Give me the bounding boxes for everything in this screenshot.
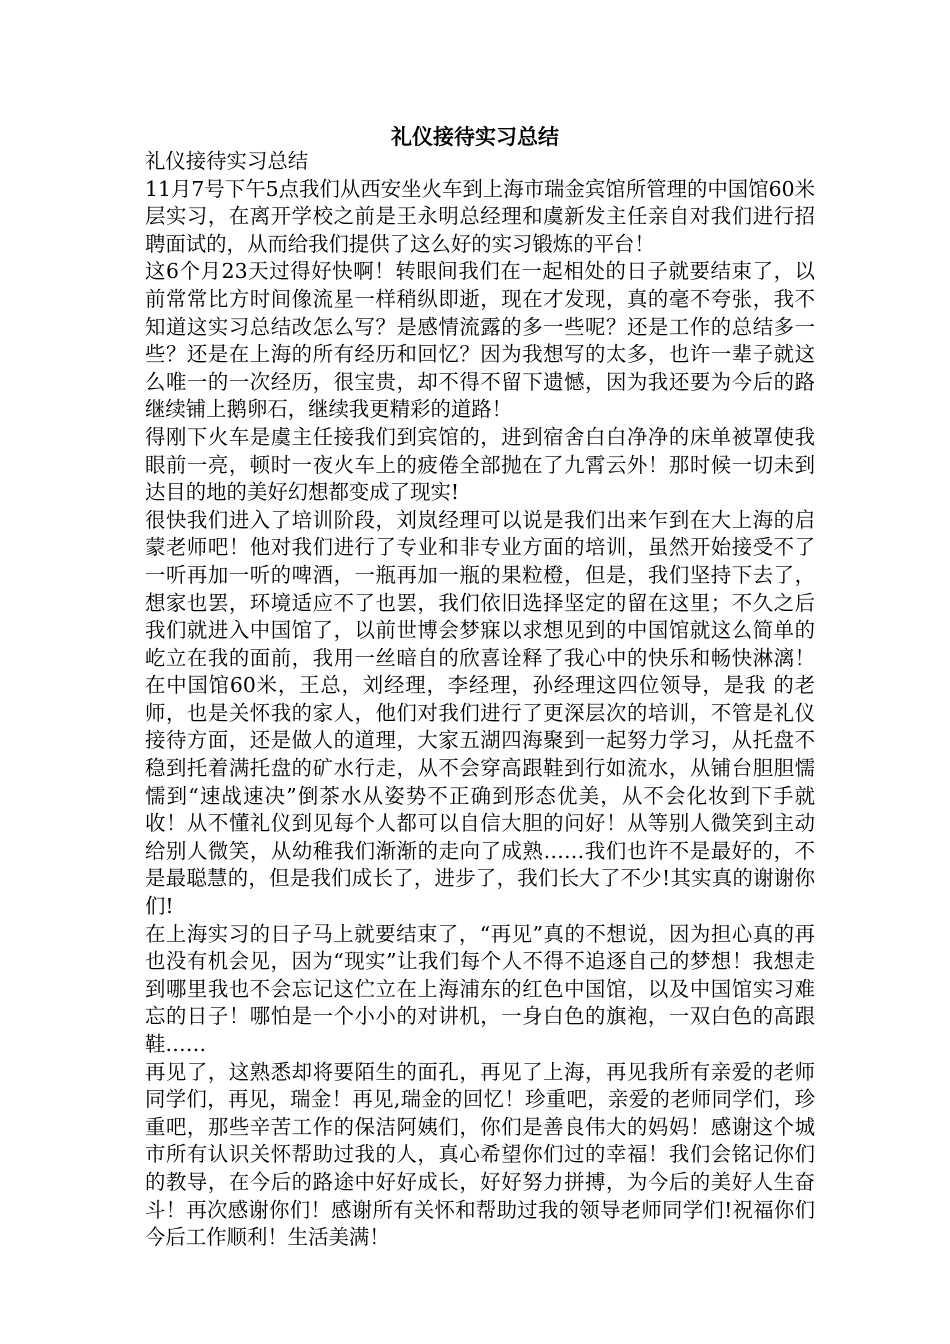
paragraph-first-impression: 得刚下火车是虞主任接我们到宾馆的，进到宿舍白白净净的床单被罩使我眼前一亮，顿时一夜火车上的疲倦全部抛在了九霄云外！那时候一切未到达目的地的美好幻想都变成了现实! <box>145 424 815 505</box>
paragraph-farewell-thanks: 再见了，这熟悉却将要陌生的面孔，再见了上海，再见我所有亲爱的老师同学们，再见，瑞金！再见,瑞金的回忆！珍重吧，亲爱的老师同学们，珍重吧，那些辛苦工作的保洁阿姨们，你们是善良伟大的妈妈！感谢这个城市所有认识关怀帮助过我的人，真心希望你们过的幸福！我们会铭记你们的教导，在今后的路途中好好成长，好好努力拼搏，为今后的美好人生奋斗！再次感谢你们！感谢所有关怀和帮助过我的领导老师同学们!祝福你们今后工作顺利！生活美满！ <box>145 1059 815 1250</box>
paragraph-arrival: 11月7号下午5点我们从西安坐火车到上海市瑞金宾馆所管理的中国馆60米层实习，在离开学校之前是王永明总经理和虞新发主任亲自对我们进行招聘面试的，从而给我们提供了这么好的实习锻炼的平台！ <box>145 176 815 256</box>
paragraph-training: 很快我们进入了培训阶段，刘岚经理可以说是我们出来乍到在大上海的启蒙老师吧！他对我们进行了专业和非专业方面的培训，虽然开始接受不了一听再加一听的啤酒，一瓶再加一瓶的果粒橙，但是，我们坚持下去了，想家也罢，环境适应不了也罢，我们依旧选择坚定的留在这里；不久之后我们就进入中国馆了，以前世博会梦寐以求想见到的中国馆就这么简单的屹立在我的面前，我用一丝暗自的欣喜诠释了我心中的快乐和畅快淋漓！在中国馆60米，王总，刘经理，李经理，孙经理这四位领导，是我 的老师，也是关怀我的家人，他们对我们进行了更深层次的培训，不管是礼仪接待方面，还是做人的道理，大家五湖四海聚到一起努力学习，从托盘不稳到托着满托盘的矿水行走，从不会穿高跟鞋到行如流水，从铺台胆胆懦懦到“速战速决”倒茶水从姿势不正确到形态优美，从不会化妆到下手就收！从不懂礼仪到见每个人都可以自信大胆的问好！从等别人微笑到主动给别人微笑，从幼稚我们渐渐的走向了成熟……我们也许不是最好的，不是最聪慧的，但是我们成长了，进步了，我们长大了不少!其实真的谢谢你们! <box>145 507 815 919</box>
paragraph-farewell-thoughts: 在上海实习的日子马上就要结束了，“再见”真的不想说，因为担心真的再也没有机会见，因为“现实”让我们每个人不得不追逐自己的梦想！我想走到哪里我也不会忘记这伫立在上海浦东的红色中国馆，以及中国馆实习难忘的日子！哪怕是一个小小的对讲机，一身白色的旗袍，一双白色的高跟鞋…… <box>145 921 815 1056</box>
paragraph-reflection: 这6个月23天过得好快啊！转眼间我们在一起相处的日子就要结束了，以前常常比方时间像流星一样稍纵即逝，现在才发现，真的毫不夸张，我不知道这实习总结改怎么写？是感情流露的多一些呢？还是工作的总结多一些？还是在上海的所有经历和回忆？因为我想写的太多，也许一辈子就这么唯一的一次经历，很宝贵，却不得不留下遗憾，因为我还要为今后的路继续铺上鹅卵石，继续我更精彩的道路！ <box>145 259 815 422</box>
paragraph-subtitle: 礼仪接待实习总结 <box>145 149 309 173</box>
document-title: 礼仪接待实习总结 <box>391 125 559 149</box>
document-body <box>145 148 815 1252</box>
